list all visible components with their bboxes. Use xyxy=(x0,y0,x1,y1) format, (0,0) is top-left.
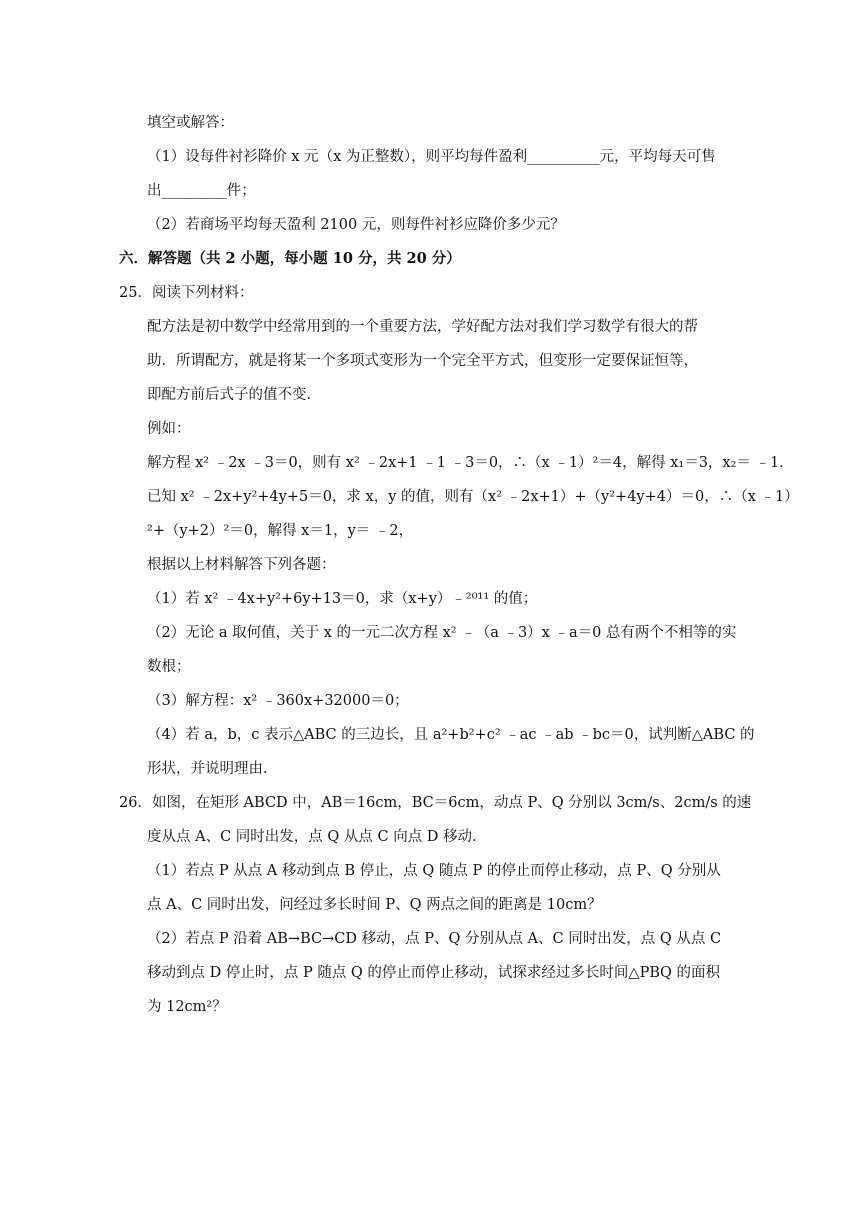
q26-part2-line3: 为 12cm²？ xyxy=(147,999,227,1015)
q26-part2-line1: （2）若点 P 沿着 AB→BC→CD 移动，点 P、Q 分别从点 A、C 同时出发，点 Q 从点 C xyxy=(147,931,722,947)
q26-part2-line2: 移动到点 D 停止时，点 P 随点 Q 的停止而停止移动，试探求经过多长时间△PBQ 的面积 xyxy=(147,965,720,981)
q25-example-label: 例如： xyxy=(147,421,191,437)
q26-part1-line1: （1）若点 P 从点 A 移动到点 B 停止，点 Q 随点 P 的停止而停止移动，点 P、Q 分别从 xyxy=(147,863,721,879)
q24-part1-line1: （1）设每件衬衫降价 x 元（x 为正整数），则平均每件盈利__________元，平均每天可售 xyxy=(147,149,716,165)
q25-material-line2: 助．所谓配方，就是将某一个多项式变形为一个完全平方式，但变形一定要保证恒等， xyxy=(147,353,698,369)
q25-example2-line1: 已知 x² ﹣2x+y²+4y+5＝0，求 x，y 的值，则有（x² ﹣2x+1）+（y²+4y+4）＝0，∴（x ﹣1） xyxy=(147,489,799,505)
intro-instruction: 填空或解答： xyxy=(147,115,234,131)
q25-part2-line1: （2）无论 a 取何值，关于 x 的一元二次方程 x² ﹣（a ﹣3）x ﹣a＝0 总有两个不相等的实 xyxy=(147,625,737,641)
q25-instruction: 根据以上材料解答下列各题： xyxy=(147,557,336,573)
q25-example2-line2: ²+（y+2）²＝0，解得 x＝1，y＝ ﹣2， xyxy=(147,523,414,539)
q24-part1-line2: 出_________件； xyxy=(147,183,256,199)
q26-title-line1: 26．如图，在矩形 ABCD 中，AB＝16cm，BC＝6cm，动点 P、Q 分别以 3cm/s、2cm/s 的速 xyxy=(119,795,752,811)
q25-title: 25．阅读下列材料： xyxy=(119,285,254,301)
q25-part4-line1: （4）若 a，b，c 表示△ABC 的三边长，且 a²+b²+c² ﹣ac ﹣ab ﹣bc＝0，试判断△ABC 的 xyxy=(147,727,755,743)
q25-part1: （1）若 x² ﹣4x+y²+6y+13＝0，求（x+y）﹣²⁰¹¹ 的值； xyxy=(147,591,538,607)
q25-example1: 解方程 x² ﹣2x ﹣3＝0，则有 x² ﹣2x+1 ﹣1 ﹣3＝0，∴（x ﹣1）²＝4，解得 x₁＝3，x₂＝ ﹣1． xyxy=(147,455,794,471)
section-six-heading: 六．解答题（共 2 小题，每小题 10 分，共 20 分） xyxy=(119,250,461,267)
q26-title-line2: 度从点 A、C 同时出发，点 Q 从点 C 向点 D 移动． xyxy=(147,829,487,845)
q25-part3: （3）解方程：x² ﹣360x+32000＝0； xyxy=(147,693,409,709)
q25-part4-line2: 形状，并说明理由． xyxy=(147,761,278,777)
q24-part2: （2）若商场平均每天盈利 2100 元，则每件衬衫应降价多少元？ xyxy=(147,217,565,233)
q25-material-line3: 即配方前后式子的值不变． xyxy=(147,387,321,403)
q26-part1-line2: 点 A、C 同时出发，问经过多长时间 P、Q 两点之间的距离是 10cm？ xyxy=(147,897,602,913)
q25-material-line1: 配方法是初中数学中经常用到的一个重要方法，学好配方法对我们学习数学有很大的帮 xyxy=(147,319,698,335)
q25-part2-line2: 数根； xyxy=(147,659,191,675)
